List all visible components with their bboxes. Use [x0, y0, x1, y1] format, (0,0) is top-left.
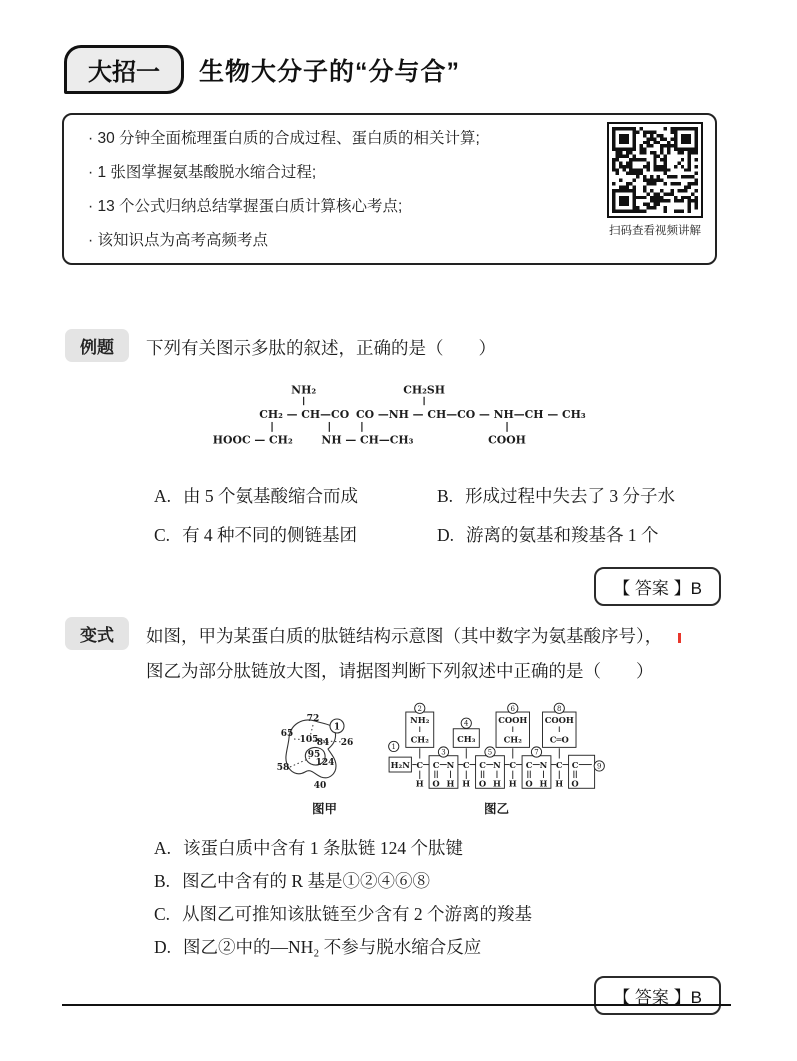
- figure-jia-caption: 图甲: [311, 802, 337, 816]
- residue-number: 95: [307, 750, 321, 760]
- carboxyl-label: COOH: [488, 433, 526, 447]
- atom-ch2: CH₂: [410, 734, 429, 745]
- qr-block: [605, 122, 705, 238]
- atom-o: O: [571, 778, 579, 789]
- figure-jia: [277, 712, 372, 817]
- option-d: [154, 931, 721, 964]
- polypeptide-structure-figure: [198, 380, 721, 463]
- circled-number: 9: [597, 762, 602, 771]
- atom-c: C: [571, 759, 579, 770]
- variant-question-line1: 如图，甲为某蛋白质的肽链结构示意图（其中数字为氨基酸序号），: [146, 626, 663, 646]
- atom-h: H: [508, 778, 517, 789]
- residue-number: 65: [280, 729, 294, 739]
- atom-h: H: [539, 778, 548, 789]
- qr-frame: [607, 122, 703, 218]
- atom-nh2: NH₂: [410, 715, 430, 726]
- option-label: A.: [154, 486, 172, 506]
- atom-co: C═O: [549, 734, 569, 745]
- main-chain-left: CH₂ — CH—CO: [259, 408, 350, 422]
- atom-ch3: CH₃: [457, 733, 476, 744]
- option-label: C.: [154, 525, 171, 545]
- option-text: 该蛋白质中含有 1 条肽链 124 个肽键: [183, 838, 464, 858]
- atom-o: O: [478, 778, 487, 789]
- atom-o: O: [525, 778, 533, 789]
- variant-answer-badge: 【 答案 】B: [594, 976, 721, 1015]
- chapter-badge: 大招一: [64, 45, 184, 94]
- option-text: 有 4 种不同的侧链基团: [182, 525, 358, 545]
- atom-h: H: [493, 778, 501, 789]
- atom-cooh: COOH: [544, 715, 574, 726]
- residue-number: 84: [316, 738, 330, 748]
- example-question: 下列有关图示多肽的叙述，正确的是（ ）: [146, 338, 496, 358]
- figure-jia-diagram: [277, 712, 372, 792]
- atom-c: C: [416, 759, 424, 770]
- atom-n: N: [446, 759, 455, 770]
- atom-h: H: [462, 778, 471, 789]
- option-text: 形成过程中失去了 3 分子水: [465, 486, 676, 506]
- atom-o: O: [432, 778, 440, 789]
- option-label: D.: [154, 937, 172, 957]
- option-text: 图乙中含有的 R 基是①②④⑥⑧: [182, 871, 430, 891]
- option-text: 图乙②中的—NH₂ 不参与脱水缩合反应: [183, 937, 482, 957]
- atom-c: C: [432, 759, 440, 770]
- circled-number: 4: [464, 719, 469, 728]
- option-c: [154, 898, 721, 931]
- intro-bullet: · 13 个公式归纳总结掌握蛋白质计算核心考点;: [88, 198, 403, 215]
- option-label: B.: [437, 486, 454, 506]
- variant-figures: [277, 699, 721, 817]
- option-label: B.: [154, 871, 171, 891]
- side-chain-ch2sh-label: CH₂SH: [403, 383, 445, 397]
- residue-number: 40: [313, 781, 327, 791]
- qr-code-icon: [612, 127, 698, 213]
- atom-ch2: CH₂: [503, 734, 522, 745]
- atom-cooh: COOH: [498, 715, 528, 726]
- bottom-divider: [62, 1004, 731, 1006]
- residue-number: 58: [277, 763, 290, 773]
- example-options: [154, 483, 721, 547]
- atom-c: C: [555, 759, 563, 770]
- option-label: C.: [154, 904, 171, 924]
- option-b: [154, 865, 721, 898]
- option-a: [154, 483, 437, 508]
- variant-question-line2: 图乙为部分肽链放大图，请据图判断下列叙述中正确的是（ ）: [146, 661, 654, 681]
- red-annotation-mark: [678, 633, 681, 643]
- circled-number: 3: [441, 748, 446, 757]
- circled-number: 5: [487, 748, 493, 757]
- option-c: [154, 522, 437, 547]
- option-a: [154, 832, 721, 865]
- circled-number: 7: [534, 748, 539, 757]
- main-chain-right: CO —NH — CH—CO — NH—CH — CH₃: [355, 408, 586, 422]
- intro-bullet: · 1 张图掌握氨基酸脱水缩合过程;: [88, 164, 317, 181]
- intro-bullets: [88, 122, 480, 258]
- polypeptide-structure-diagram: [198, 380, 588, 458]
- variant-question: [146, 617, 681, 689]
- intro-bullet: · 该知识点为高考高频考点: [88, 232, 268, 249]
- atom-h2n: H₂N: [390, 759, 410, 770]
- figure-yi: [388, 699, 605, 817]
- lower-residue: NH — CH—CH₃: [321, 433, 414, 447]
- option-label: D.: [437, 525, 455, 545]
- atom-c: C: [479, 759, 486, 770]
- amino-group-label: NH₂: [291, 383, 317, 397]
- intro-bullet: · 30 分钟全面梳理蛋白质的合成过程、蛋白质的相关计算;: [88, 130, 480, 147]
- variant-section: [65, 617, 721, 1015]
- chain-start-number: 1: [333, 722, 341, 733]
- circled-number: 2: [417, 704, 422, 713]
- qr-caption: 扫码查看视频讲解: [609, 225, 701, 237]
- atom-c: C: [509, 759, 517, 770]
- atom-n: N: [539, 759, 548, 770]
- option-d: [437, 522, 721, 547]
- option-text: 由 5 个氨基酸缩合而成: [183, 486, 359, 506]
- example-answer-badge: 【 答案 】B: [594, 567, 721, 606]
- side-chain-hooc-ch2: HOOC — CH₂: [212, 433, 293, 447]
- header: [64, 45, 460, 94]
- option-text: 从图乙可推知该肽链至少含有 2 个游离的羧基: [182, 904, 533, 924]
- circled-number: 1: [391, 742, 396, 751]
- residue-number: 105: [299, 735, 319, 745]
- atom-h: H: [446, 778, 455, 789]
- variant-options: [154, 832, 721, 964]
- option-text: 游离的氨基和羧基各 1 个: [466, 525, 659, 545]
- intro-box: [62, 113, 717, 265]
- figure-yi-caption: 图乙: [483, 802, 509, 816]
- circled-number: 6: [510, 704, 515, 713]
- atom-h: H: [555, 778, 564, 789]
- atom-c: C: [525, 759, 533, 770]
- residue-number: 124: [315, 758, 335, 768]
- circled-number: 8: [557, 704, 562, 713]
- atom-n: N: [493, 759, 501, 770]
- option-b: [437, 483, 721, 508]
- example-badge: 例题: [65, 329, 129, 362]
- figure-yi-diagram: [388, 699, 605, 792]
- atom-c: C: [462, 759, 470, 770]
- atom-h: H: [415, 778, 424, 789]
- example-section: [65, 329, 721, 606]
- variant-badge: 变式: [65, 617, 129, 650]
- page-title: 生物大分子的“分与合”: [199, 57, 461, 86]
- residue-number: 72: [306, 714, 320, 724]
- option-label: A.: [154, 838, 172, 858]
- residue-number: 26: [340, 738, 354, 748]
